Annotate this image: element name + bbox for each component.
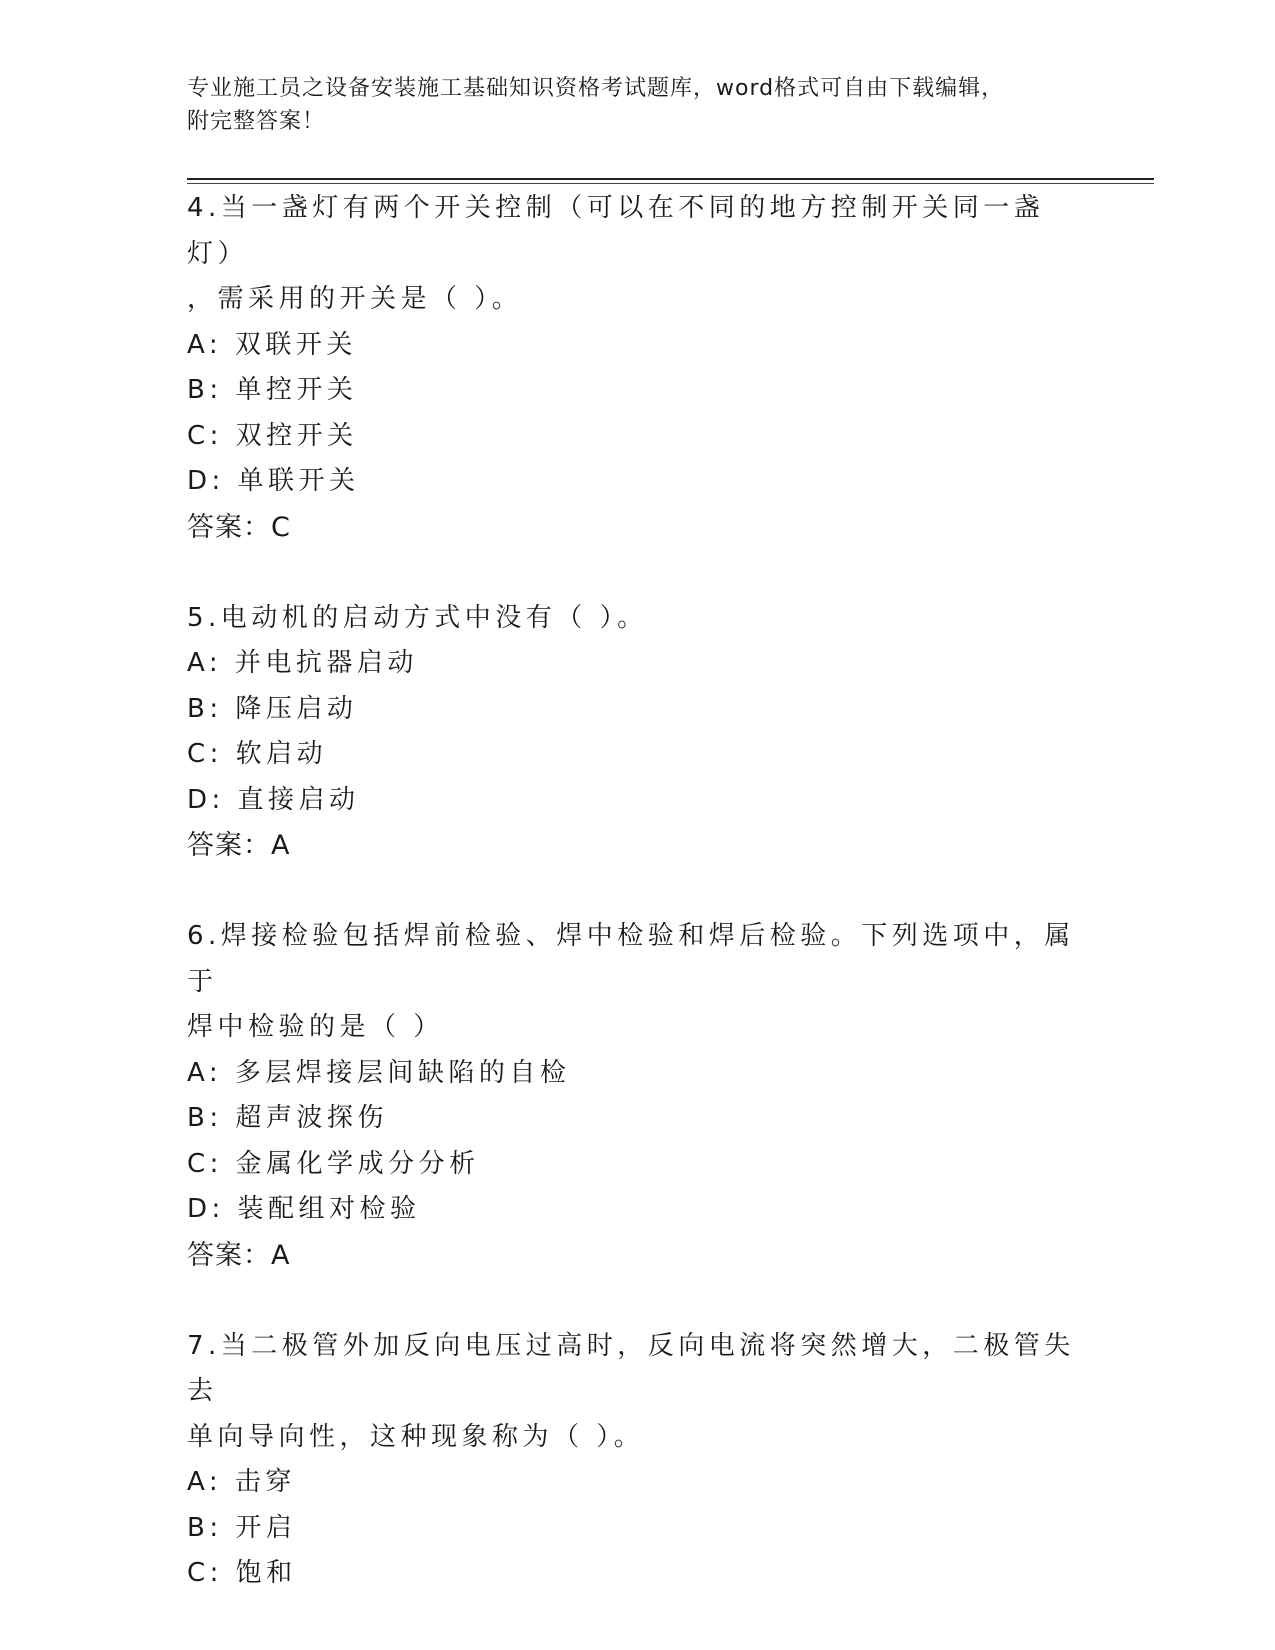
header-line-1: 专业施工员之设备安装施工基础知识资格考试题库，word格式可自由下载编辑， [187, 76, 1005, 101]
option-d: D: 直接启动 [187, 784, 360, 815]
option-a: A: 击穿 [187, 1467, 296, 1497]
option-c: C: 软启动 [187, 739, 328, 769]
question-stem-line: 焊中检验的是（ ） [187, 1012, 444, 1042]
option-d: D: 单联开关 [187, 466, 360, 496]
question-spacer [187, 869, 1087, 915]
option-a: A: 多层焊接层间缺陷的自检 [187, 1057, 571, 1088]
option-a: A: 并电抗器启动 [187, 648, 418, 678]
option-c: C: 金属化学成分分析 [187, 1148, 480, 1179]
header-divider-thin [187, 183, 1154, 184]
question-5 [187, 596, 1087, 869]
option-a: A: 双联开关 [187, 329, 357, 360]
option-b: B: 超声波探伤 [187, 1103, 388, 1133]
option-c: C: 双控开关 [187, 420, 358, 451]
question-stem-line: 5.电动机的启动方式中没有（ ）。 [187, 602, 648, 633]
option-b: B: 单控开关 [187, 375, 358, 405]
question-stem-line: 4.当一盏灯有两个开关控制（可以在不同的地方控制开关同一盏灯） [187, 193, 1045, 269]
document-header [187, 72, 1077, 138]
question-7 [187, 1324, 1087, 1597]
question-stem-line: 单向导向性，这种现象称为（ ）。 [187, 1421, 645, 1452]
question-spacer [187, 550, 1087, 596]
answer-line: 答案：A [187, 830, 291, 861]
question-stem-line: ，需采用的开关是（ ）。 [187, 284, 523, 314]
option-c: C: 饱和 [187, 1558, 297, 1588]
option-b: B: 降压启动 [187, 693, 358, 724]
question-stem-line: 7.当二极管外加反向电压过高时，反向电流将突然增大，二极管失去 [187, 1330, 1075, 1406]
question-4 [187, 186, 1087, 550]
header-divider-thick [187, 178, 1154, 180]
header-line-2: 附完整答案！ [187, 109, 326, 134]
question-6 [187, 914, 1087, 1278]
option-d: D: 装配组对检验 [187, 1194, 421, 1224]
question-spacer [187, 1278, 1087, 1324]
question-stem-line: 6.焊接检验包括焊前检验、焊中检验和焊后检验。下列选项中，属于 [187, 921, 1075, 997]
answer-line: 答案：C [187, 511, 291, 543]
option-b: B: 开启 [187, 1512, 297, 1543]
question-list [187, 186, 1087, 1597]
answer-line: 答案：A [187, 1239, 291, 1271]
